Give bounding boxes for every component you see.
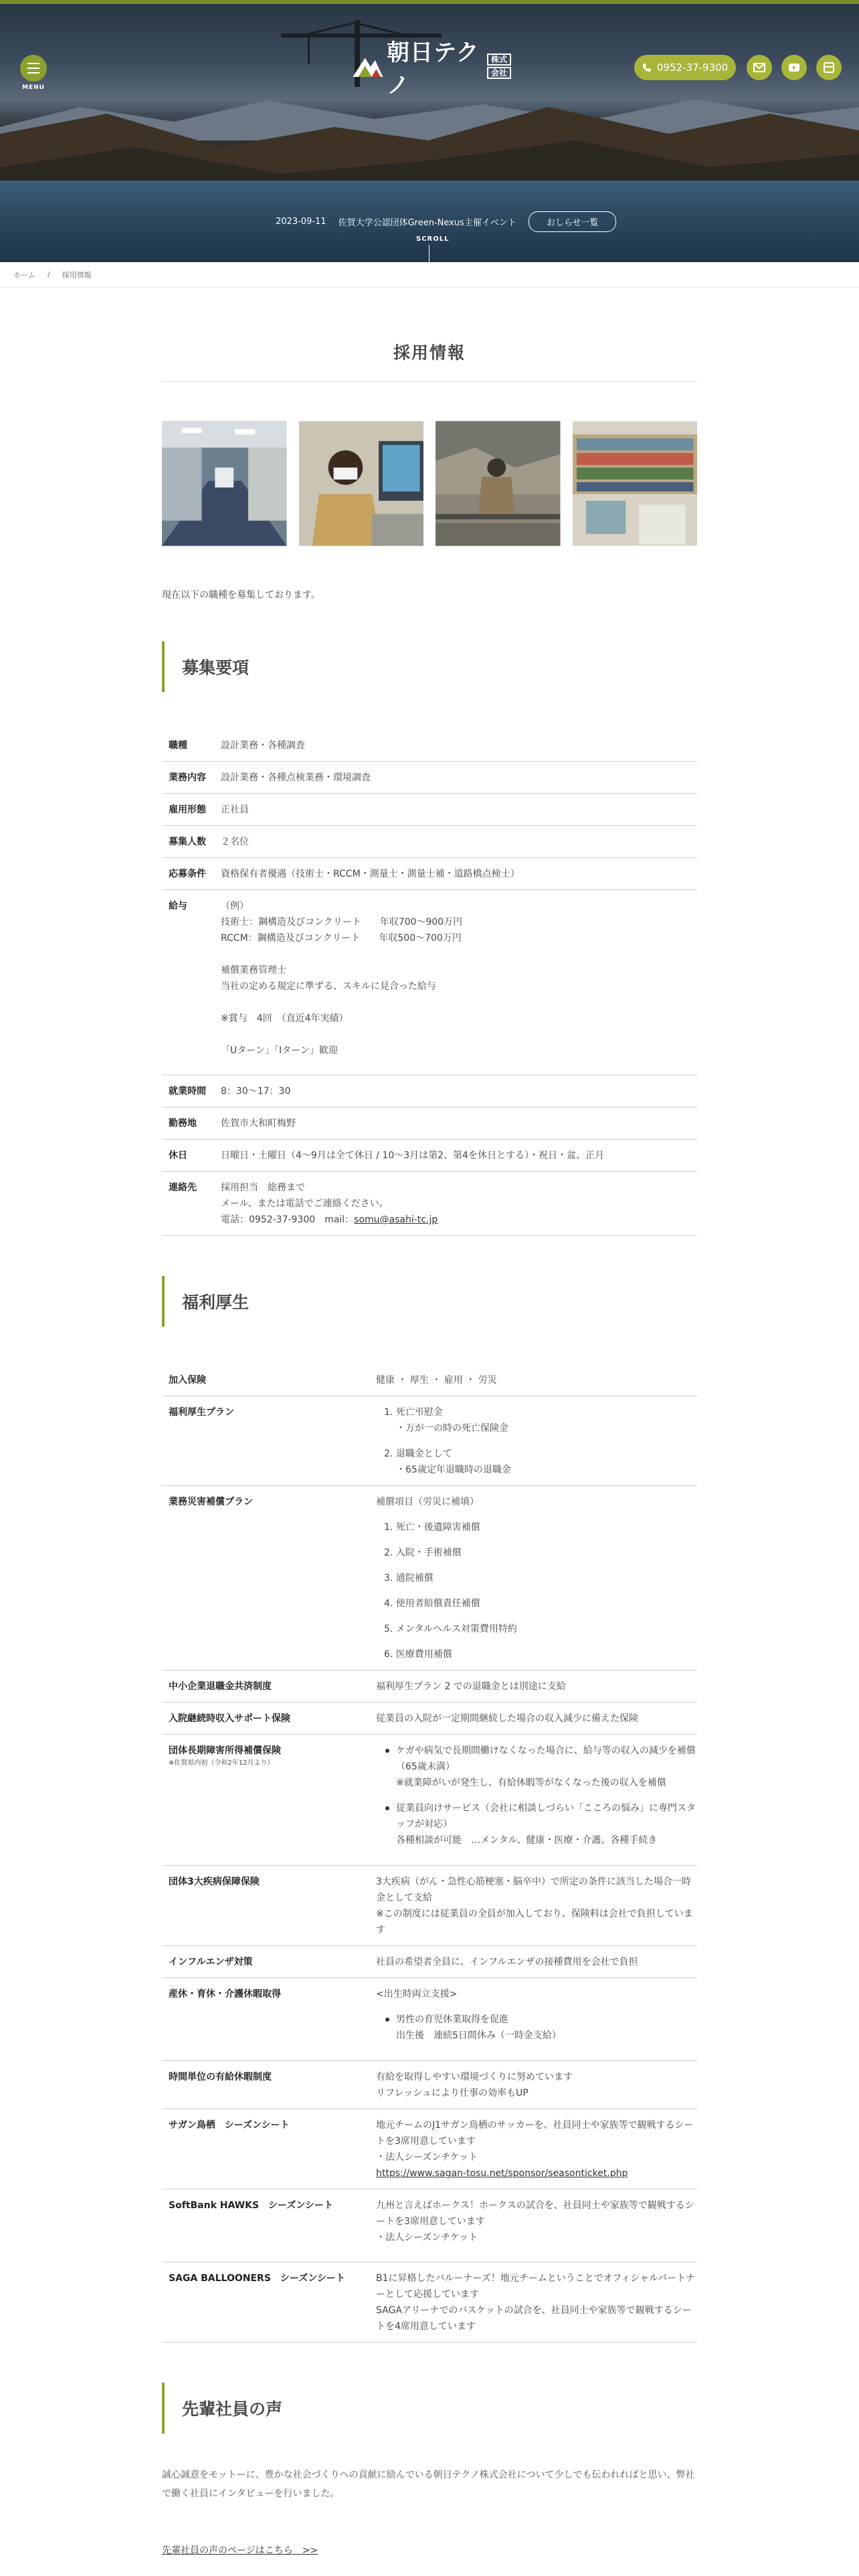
row-lead: <出生時両立支援> <box>376 1989 458 2000</box>
library-office-photo <box>573 421 698 546</box>
site-logo[interactable] <box>351 39 511 99</box>
recruit-table <box>162 730 697 1236</box>
hero <box>0 0 859 262</box>
news-ticker <box>276 211 616 232</box>
welfare-table <box>162 1364 697 2343</box>
row-label: 連絡先 <box>169 1182 197 1193</box>
row-label: 雇用形態 <box>169 804 206 815</box>
contact-line: 採用担当 総務まで <box>221 1182 305 1193</box>
youtube-icon <box>788 63 800 72</box>
hamburger-icon <box>27 63 39 64</box>
list-item: 2. 退職金として ・65歳定年退職時の退職金 <box>384 1448 511 1475</box>
row-label: 休日 <box>169 1150 187 1161</box>
row-label: SAGA BALLOONERS シーズンシート <box>169 2273 345 2284</box>
list-item: 5. メンタルヘルス対策費用特約 <box>384 1624 517 1634</box>
row-label: 産休・育休・介護休暇取得 <box>169 1989 281 2000</box>
breadcrumb <box>0 262 859 288</box>
row-label: 中小企業退職金共済制度 <box>169 1681 272 1692</box>
welfare-row-insurance <box>162 1364 697 1396</box>
row-label: インフルエンザ対策 <box>169 1957 253 1967</box>
row-note: ※佐賀県内初（令和2年12月より） <box>169 1759 274 1767</box>
voice-text: 誠心誠意をモットーに、豊かな社会づくりへの貢献に励んでいる朝日テクノ株式会社について少しでも伝われればと思い、弊社で働く社員にインタビューを行いました。 <box>162 2470 695 2499</box>
contact-line: メール、または電話でご連絡ください。 <box>221 1198 389 1209</box>
main-content <box>162 340 697 2557</box>
row-value: 佐賀市大和町梅野 <box>221 1118 296 1129</box>
row-label: 就業時間 <box>169 1086 206 1097</box>
welfare-row-income-support <box>162 1703 697 1735</box>
row-value: 日曜日・土曜日（4〜9月は全て休日 / 10〜3月は第2、第4を休日とする）・祝日・盆、正月 <box>221 1150 604 1161</box>
row-label: サガン鳥栖 シーズンシート <box>169 2120 290 2131</box>
row-label: 福利厚生プラン <box>169 1407 234 1418</box>
title-divider <box>162 381 697 382</box>
recruit-row-count <box>162 826 697 858</box>
recruit-row-job <box>162 730 697 762</box>
row-label: 加入保険 <box>169 1375 206 1386</box>
menu-label: MENU <box>22 84 45 91</box>
row-value: 8：30〜17：30 <box>221 1086 291 1097</box>
recruit-heading: 募集要項 <box>162 641 697 692</box>
row-label: 団体長期障害所得補償保険 <box>169 1745 281 1756</box>
welfare-row-accident <box>162 1486 697 1671</box>
row-label: SoftBank HAWKS シーズンシート <box>169 2200 334 2211</box>
welfare-row-leave <box>162 1978 697 2061</box>
recruit-row-employment <box>162 794 697 826</box>
breadcrumb-current: 採用情報 <box>62 270 92 280</box>
office-hallway-photo <box>162 421 287 546</box>
row-value: 福利厚生プラン 2 での退職金とは別途に支給 <box>376 1681 566 1692</box>
mail-icon <box>753 63 765 72</box>
row-label: 入院継続時収入サポート保険 <box>169 1713 290 1724</box>
logo-sub-1: 株式 <box>487 53 511 66</box>
welfare-row-hourly-leave: 時間単位の有給休暇制度 有給を取得しやすい環境づくりに努めています リフレッシュにより仕事の効率もUP <box>162 2061 697 2109</box>
mail-button[interactable] <box>747 55 772 80</box>
menu-button[interactable] <box>20 55 47 82</box>
tel-number: 0952-37-9300 <box>656 62 729 74</box>
news-text[interactable]: 佐賀大学公認団体Green-Nexus主催イベント <box>338 218 516 228</box>
breadcrumb-separator: / <box>47 270 50 279</box>
logo-sub-2: 会社 <box>487 67 511 79</box>
row-label: 業務内容 <box>169 772 206 783</box>
sagan-link[interactable]: https://www.sagan-tosu.net/sponsor/seasonticket.php <box>376 2168 628 2179</box>
salary-line: RCCM：鋼構造及びコンクリート 年収500〜700万円 <box>221 933 462 944</box>
row-value: 従業員の入院が一定期間継続した場合の収入減少に備えた保険 <box>376 1713 638 1724</box>
row-label: 給与 <box>169 901 187 911</box>
list-item: 4. 使用者賠償責任補償 <box>384 1598 480 1609</box>
recruit-row-contact <box>162 1172 697 1236</box>
welfare-row-hawks: SoftBank HAWKS シーズンシート 九州と言えばホークス！ホークスの試合を、社員同士や家族等で観戦するシートを3席用意しています ・法人シーズンチケット <box>162 2189 697 2262</box>
row-value: ２名位 <box>221 837 249 847</box>
instagram-icon <box>824 62 834 73</box>
salary-line: 当社の定める規定に準ずる、スキルに見合った給与 <box>221 981 436 992</box>
list-item: 1. 死亡弔慰金 ・万が一の時の死亡保険金 <box>384 1407 508 1434</box>
recruit-row-requirements <box>162 858 697 890</box>
intro-text: 現在以下の職種を募集しております。 <box>162 590 320 601</box>
list-item: 男性の育児休業取得を促進 出生後 連続5日間休み（一時金支給） <box>384 2012 697 2044</box>
row-label: 勤務地 <box>169 1118 197 1129</box>
logo-text: 朝日テクノ <box>386 39 480 99</box>
scroll-label: SCROLL <box>416 235 450 243</box>
recruit-row-hours <box>162 1075 697 1107</box>
recruit-row-holidays <box>162 1140 697 1172</box>
worker-at-desk-photo <box>299 421 424 546</box>
row-value: 社員の希望者全員に、インフルエンザの接種費用を会社で負担 <box>376 1957 638 1967</box>
field-survey-photo <box>436 421 561 546</box>
row-label: 募集人数 <box>169 837 206 847</box>
row-value: 設計業務・各種点検業務・環境調査 <box>221 772 371 783</box>
salary-line: 補償業務管理士 <box>221 965 286 976</box>
welfare-row-plan <box>162 1396 697 1486</box>
welfare-row-sagan: サガン鳥栖 シーズンシート 地元チームのJ1サガン鳥栖のサッカーを、社員同士や家族等で観戦するシートを3席用意しています ・法人シーズンチケット https://www.sagan-tosu.net/sponsor/seasonticket.php <box>162 2109 697 2189</box>
list-item: 6. 医療費用補償 <box>384 1649 452 1660</box>
instagram-button[interactable] <box>816 55 842 80</box>
contact-mail-link[interactable]: somu@asahi-tc.jp <box>354 1214 438 1225</box>
list-item: 1. 死亡・後遺障害補償 <box>384 1522 480 1533</box>
logo-mark-icon <box>351 52 384 82</box>
list-item: 2. 入院・手術補償 <box>384 1547 462 1558</box>
row-value: 正社員 <box>221 804 249 815</box>
row-label: 時間単位の有給休暇制度 <box>169 2072 272 2082</box>
row-value: 設計業務・各種調査 <box>221 740 305 751</box>
recruit-row-location <box>162 1107 697 1140</box>
welfare-row-influenza <box>162 1946 697 1978</box>
recruit-row-salary <box>162 890 697 1075</box>
row-label: 応募条件 <box>169 869 206 879</box>
row-label: 業務災害補償プラン <box>169 1497 253 1507</box>
contact-phone: 電話：0952-37-9300 mail： <box>221 1214 355 1225</box>
list-item: 3. 通院補償 <box>384 1573 434 1584</box>
scroll-line <box>429 245 430 262</box>
row-value: 健康 ・ 厚生 ・ 雇用 ・ 労災 <box>376 1375 497 1386</box>
recruit-row-duty <box>162 762 697 794</box>
breadcrumb-home[interactable]: ホーム <box>13 270 35 280</box>
salary-line: 技術士：鋼構造及びコンクリート 年収700〜900万円 <box>221 917 463 928</box>
voice-heading: 先輩社員の声 <box>162 2383 697 2434</box>
row-lead: 補償項目（労災に補填） <box>376 1497 479 1507</box>
list-item: 従業員向けサービス（会社に相談しづらい「こころの悩み」に専門スタッフが対応） 各種相談が可能 …メンタル、健康・医療・介護、各種手続き <box>384 1800 697 1848</box>
welfare-row-critical-illness: 団体3大疾病保障保険 3大疾病（がん・急性心筋梗塞・脳卒中）で所定の条件に該当した場合一時金として支給 ※この制度には従業員の全員が加入しており、保険料は会社で負担しています <box>162 1866 697 1946</box>
row-value: 資格保有者優遇（技術士・RCCM・測量士・測量士補・道路橋点検士） <box>221 869 520 879</box>
row-label: 団体3大疾病保障保険 <box>169 1876 260 1887</box>
tel-button[interactable] <box>634 55 736 80</box>
news-list-button[interactable]: おしらせ一覧 <box>529 211 617 232</box>
row-label: 職種 <box>169 740 187 751</box>
welfare-row-retirement <box>162 1671 697 1703</box>
list-item: ケガや病気で長期間働けなくなった場合に、給与等の収入の減少を補償（65歳未満） ※就業障がいが発生し、有給休暇等がなくなった後の収入を補償 <box>384 1743 697 1791</box>
welfare-row-disability <box>162 1735 697 1866</box>
welfare-row-ballooners: SAGA BALLOONERS シーズンシート B1に昇格したバルーナーズ！地元チームということでオフィシャルパートナーとして応援しています SAGAアリーナでのバスケットの試合を、社員同士や家族等で観戦するシートを4席用意しています <box>162 2262 697 2343</box>
page-title: 採用情報 <box>393 343 466 362</box>
welfare-heading: 福利厚生 <box>162 1276 697 1327</box>
salary-line: 「Uターン」「Iターン」歓迎 <box>221 1045 338 1056</box>
photo-gallery <box>162 421 697 546</box>
phone-icon <box>642 63 652 72</box>
voice-page-link[interactable]: 先輩社員の声のページはこちら >> <box>162 2545 318 2556</box>
youtube-button[interactable] <box>781 55 807 80</box>
salary-line: ※賞与 4回 （直近4年実績） <box>221 1013 349 1024</box>
salary-line: （例） <box>221 901 249 911</box>
news-date: 2023-09-11 <box>276 217 326 227</box>
